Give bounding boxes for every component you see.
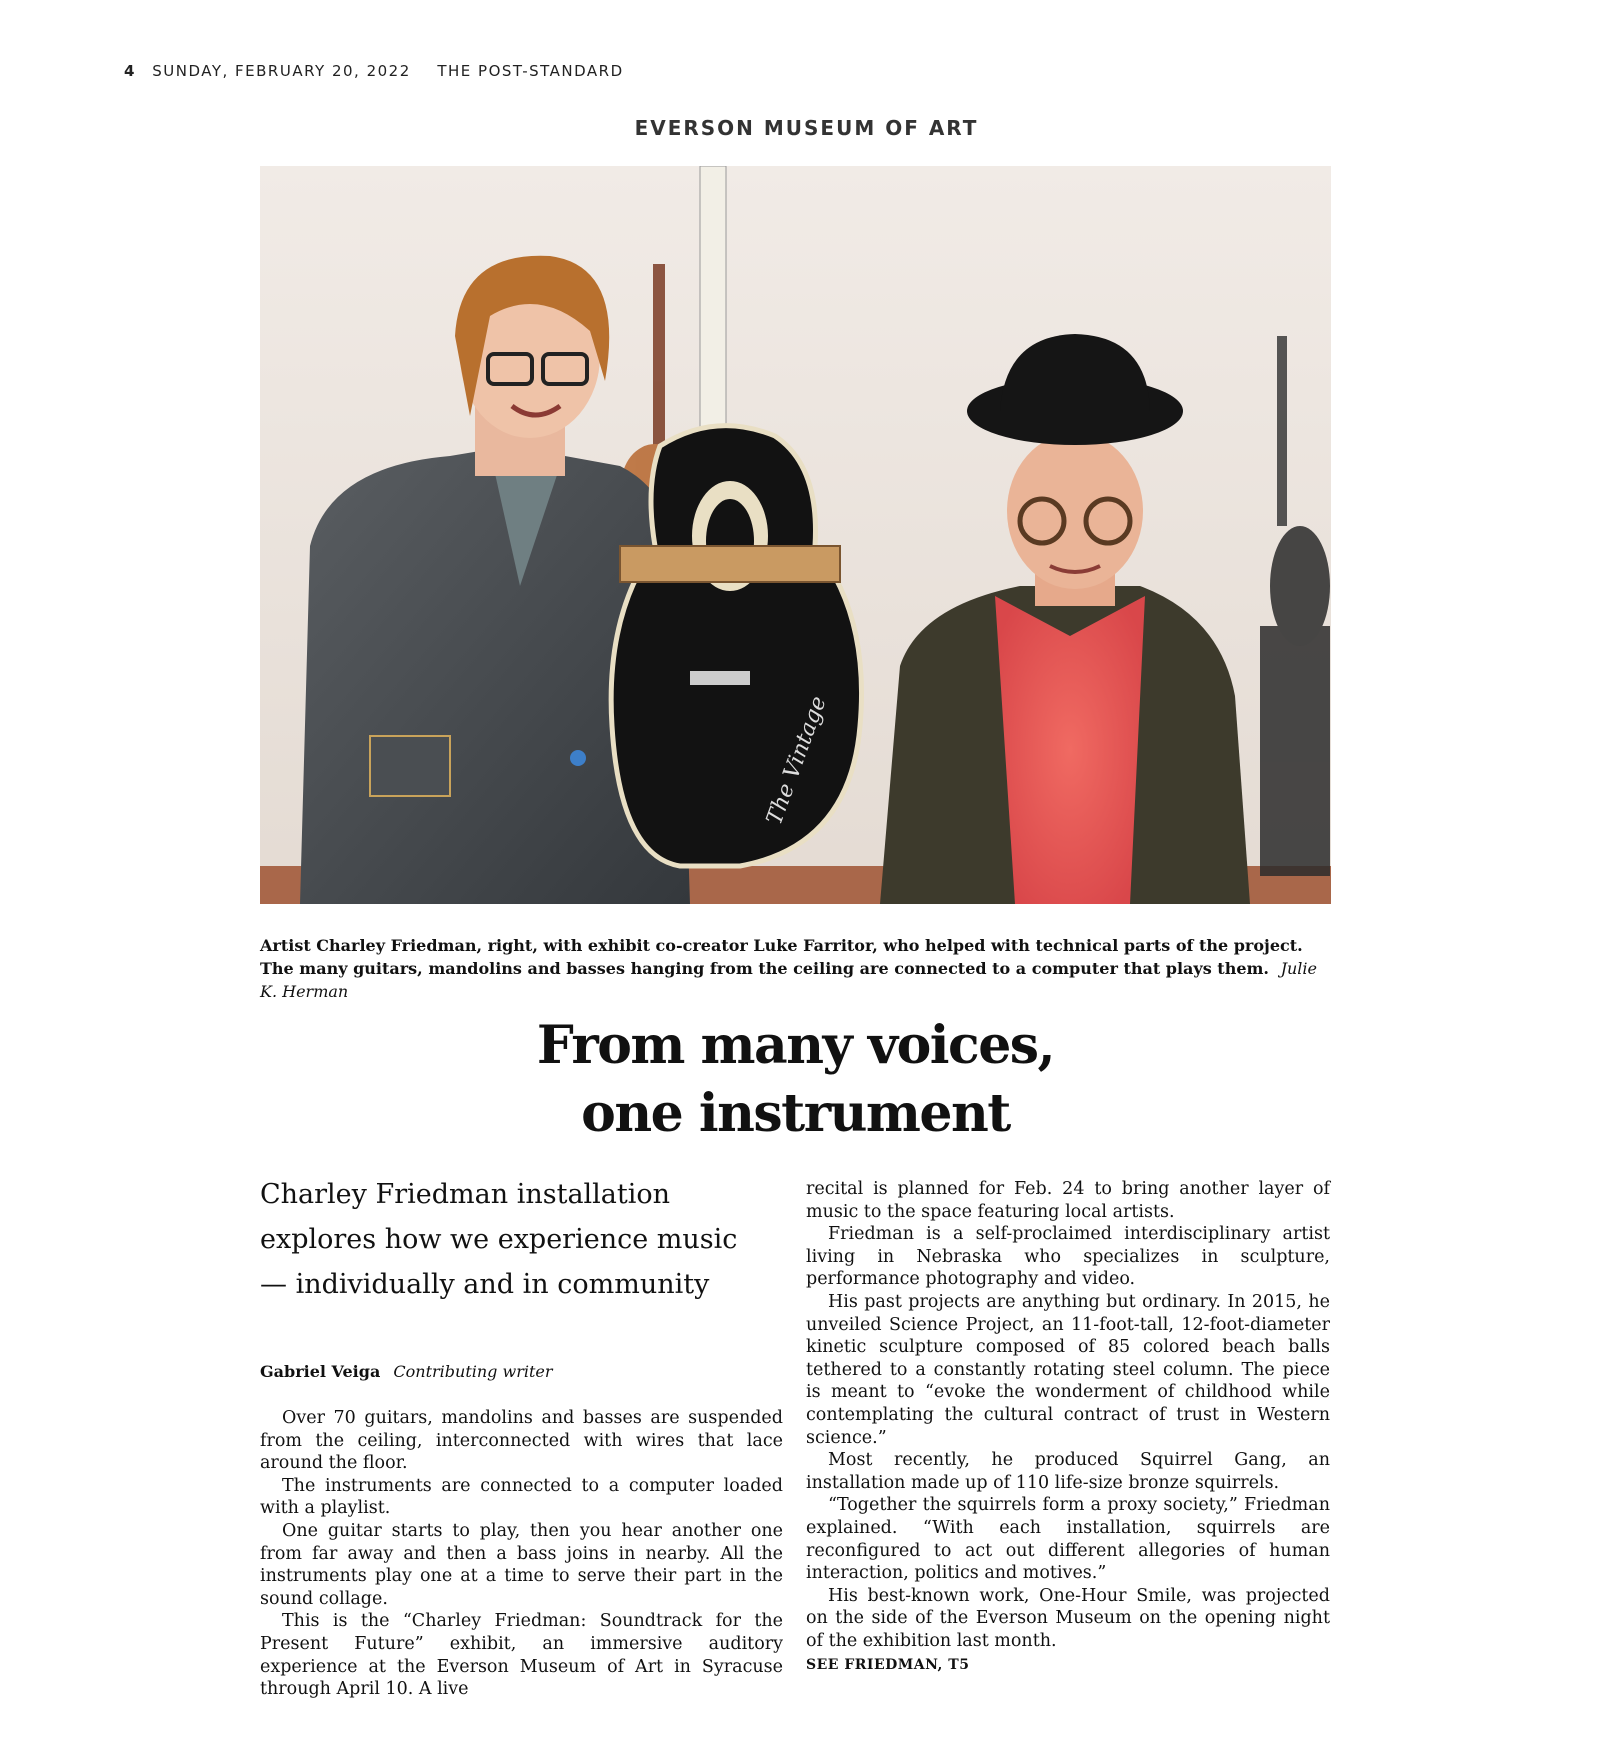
photo-caption	[260, 934, 1331, 1003]
body-paragraph: “Together the squirrels form a proxy society,” Friedman explained. “With each installation, squirrels are reconfigured to act out different allegories of human interaction, politics and motives.”	[806, 1495, 1330, 1584]
deck-line-2: explores how we experience music	[260, 1224, 738, 1255]
caption-text: Artist Charley Friedman, right, with exhibit co-creator Luke Farritor, who helped with technical parts of the project. The many guitars, mandolins and basses hanging from the ceiling are connected to a computer that plays them.	[260, 936, 1303, 978]
deck-line-3: — individually and in community	[260, 1269, 710, 1300]
byline-role: Contributing writer	[393, 1362, 553, 1381]
body-column-1	[260, 1407, 783, 1701]
byline	[260, 1362, 553, 1381]
body-paragraph: Over 70 guitars, mandolins and basses are suspended from the ceiling, interconnected with wires that lace around the floor.	[260, 1408, 783, 1474]
body-paragraph: His past projects are anything but ordinary. In 2015, he unveiled Science Project, an 11-foot-tall, 12-foot-diameter kinetic sculpture composed of 85 colored beach balls tethered to a constantly rotating steel column. The piece is meant to “evoke the wonderment of childhood while contemplating the cultural contract of trust in Western science.”	[806, 1291, 1330, 1448]
byline-name: Gabriel Veiga	[260, 1362, 381, 1381]
folio-date: SUNDAY, FEBRUARY 20, 2022	[152, 62, 411, 80]
body-column-2	[806, 1178, 1330, 1677]
photo-credit: Julie K. Herman	[260, 959, 1317, 1001]
body-paragraph: This is the “Charley Friedman: Soundtrack for the Present Future” exhibit, an immersive auditory experience at the Everson Museum of Art in Syracuse through April 10. A live	[260, 1611, 783, 1700]
folio	[124, 62, 624, 80]
headline-line-2: one instrument	[581, 1083, 1010, 1144]
jump-line: SEE FRIEDMAN, T5	[806, 1657, 970, 1674]
body-paragraph: His best-known work, One-Hour Smile, was projected on the side of the Everson Museum on the opening night of the exhibition last month.	[806, 1585, 1330, 1651]
body-paragraph: Most recently, he produced Squirrel Gang, an installation made up of 110 life-size bronze squirrels.	[806, 1450, 1330, 1493]
section-label: EVERSON MUSEUM OF ART	[634, 116, 979, 140]
deck-line-1: Charley Friedman installation	[260, 1179, 671, 1210]
page-number: 4	[124, 62, 136, 80]
headline-line-1: From many voices,	[536, 1015, 1055, 1076]
guitar-lettering: The Vintage	[762, 692, 832, 829]
body-paragraph: recital is planned for Feb. 24 to bring another layer of music to the space featuring local artists.	[806, 1179, 1330, 1222]
deck	[260, 1172, 760, 1307]
body-paragraph: Friedman is a self-proclaimed interdisciplinary artist living in Nebraska who specializes in sculpture, performance photography and video.	[806, 1224, 1330, 1290]
folio-paper-name: THE POST-STANDARD	[437, 62, 624, 80]
headline	[260, 1012, 1331, 1148]
body-paragraph: The instruments are connected to a computer loaded with a playlist.	[260, 1475, 783, 1519]
body-paragraph: One guitar starts to play, then you hear another one from far away and then a bass joins in nearby. All the instruments play one at a time to serve their part in the sound collage.	[260, 1520, 783, 1609]
article-photo	[260, 166, 1331, 904]
